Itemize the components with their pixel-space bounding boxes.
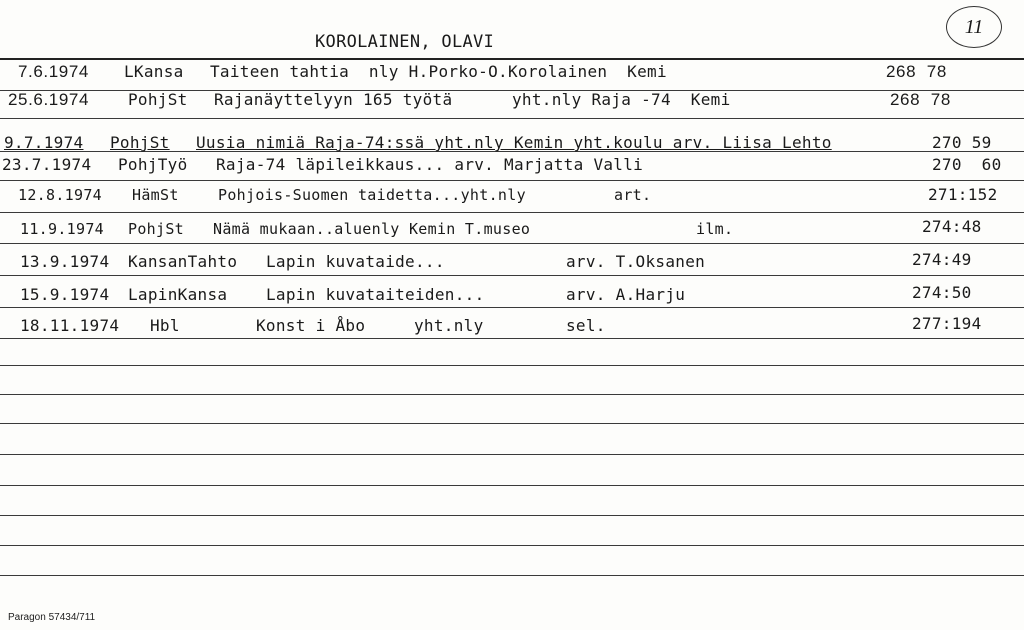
entry-extra: arv. T.Oksanen <box>566 252 706 271</box>
entry-ref: 271:152 <box>928 185 998 204</box>
ruled-line <box>0 545 1024 546</box>
entry-date: 11.9.1974 <box>20 220 104 238</box>
ruled-line <box>0 485 1024 486</box>
entry-source: PohjSt <box>128 90 188 109</box>
entry-date: 12.8.1974 <box>18 186 102 204</box>
card-title: KOROLAINEN, OLAVI <box>315 32 495 52</box>
entry-extra: sel. <box>566 316 606 335</box>
entry-ref: 268 78 <box>886 62 947 81</box>
entry-date: 15.9.1974 <box>20 285 110 304</box>
entry-source: Hbl <box>150 316 180 335</box>
entry-date: 7.6.1974 <box>18 62 89 81</box>
entry-ref: 270 59 <box>932 133 992 152</box>
card-number: 11 <box>964 16 984 38</box>
entry-text: Raja-74 läpileikkaus... arv. Marjatta Valli <box>216 155 644 174</box>
entry-ref: 268 78 <box>890 90 951 109</box>
entry-ref: 274:50 <box>912 283 972 302</box>
entry-extra: ilm. <box>696 220 734 238</box>
ruled-line <box>0 394 1024 395</box>
entry-text: Uusia nimiä Raja-74:ssä yht.nly Kemin yht.koulu arv. Liisa Lehto <box>196 133 832 152</box>
entry-extra: art. <box>614 186 652 204</box>
entry-source: PohjSt <box>110 133 170 152</box>
ruled-line <box>0 423 1024 424</box>
entry-text: Rajanäyttelyyn 165 työtä <box>214 90 453 109</box>
entry-source: HämSt <box>132 186 179 204</box>
entry-ref: 274:48 <box>922 217 982 236</box>
entry-ref: 270 60 <box>932 155 1002 174</box>
entry-text: Lapin kuvataide... <box>266 252 445 271</box>
entry-date: 9.7.1974 <box>4 133 84 152</box>
entry-date: 25.6.1974 <box>8 90 90 109</box>
card-footer: Paragon 57434/711 <box>8 612 96 623</box>
entry-source: LapinKansa <box>128 285 228 304</box>
entry-source: LKansa <box>124 62 184 81</box>
entry-source: KansanTahto <box>128 252 238 271</box>
ruled-line <box>0 243 1024 244</box>
entry-source: PohjTyö <box>118 155 188 174</box>
entry-extra: yht.nly Raja -74 Kemi <box>512 90 731 109</box>
entry-text: Lapin kuvataiteiden... <box>266 285 485 304</box>
ruled-line <box>0 338 1024 339</box>
ruled-line <box>0 307 1024 308</box>
ruled-line <box>0 575 1024 576</box>
entry-text-2: yht.nly <box>414 316 484 335</box>
ruled-line <box>0 180 1024 181</box>
entry-text: Pohjois-Suomen taidetta...yht.nly <box>218 186 526 204</box>
entry-text: Nämä mukaan..aluenly Kemin T.museo <box>213 220 531 238</box>
ruled-line <box>0 118 1024 119</box>
entry-source: PohjSt <box>128 220 184 238</box>
ruled-line <box>0 212 1024 213</box>
entry-extra: arv. A.Harju <box>566 285 686 304</box>
ruled-line <box>0 454 1024 455</box>
entry-date: 18.11.1974 <box>20 316 120 335</box>
card-number-circle <box>946 6 1002 48</box>
entry-ref: 274:49 <box>912 250 972 269</box>
ruled-line <box>0 275 1024 276</box>
ruled-line <box>0 365 1024 366</box>
entry-text: Taiteen tahtia nly H.Porko-O.Korolainen Kemi <box>210 62 667 81</box>
entry-date: 23.7.1974 <box>2 155 92 174</box>
entry-date: 13.9.1974 <box>20 252 110 271</box>
entry-ref: 277:194 <box>912 314 982 333</box>
header-rule <box>0 58 1024 60</box>
entry-text: Konst i Åbo <box>256 316 366 335</box>
ruled-line <box>0 515 1024 516</box>
